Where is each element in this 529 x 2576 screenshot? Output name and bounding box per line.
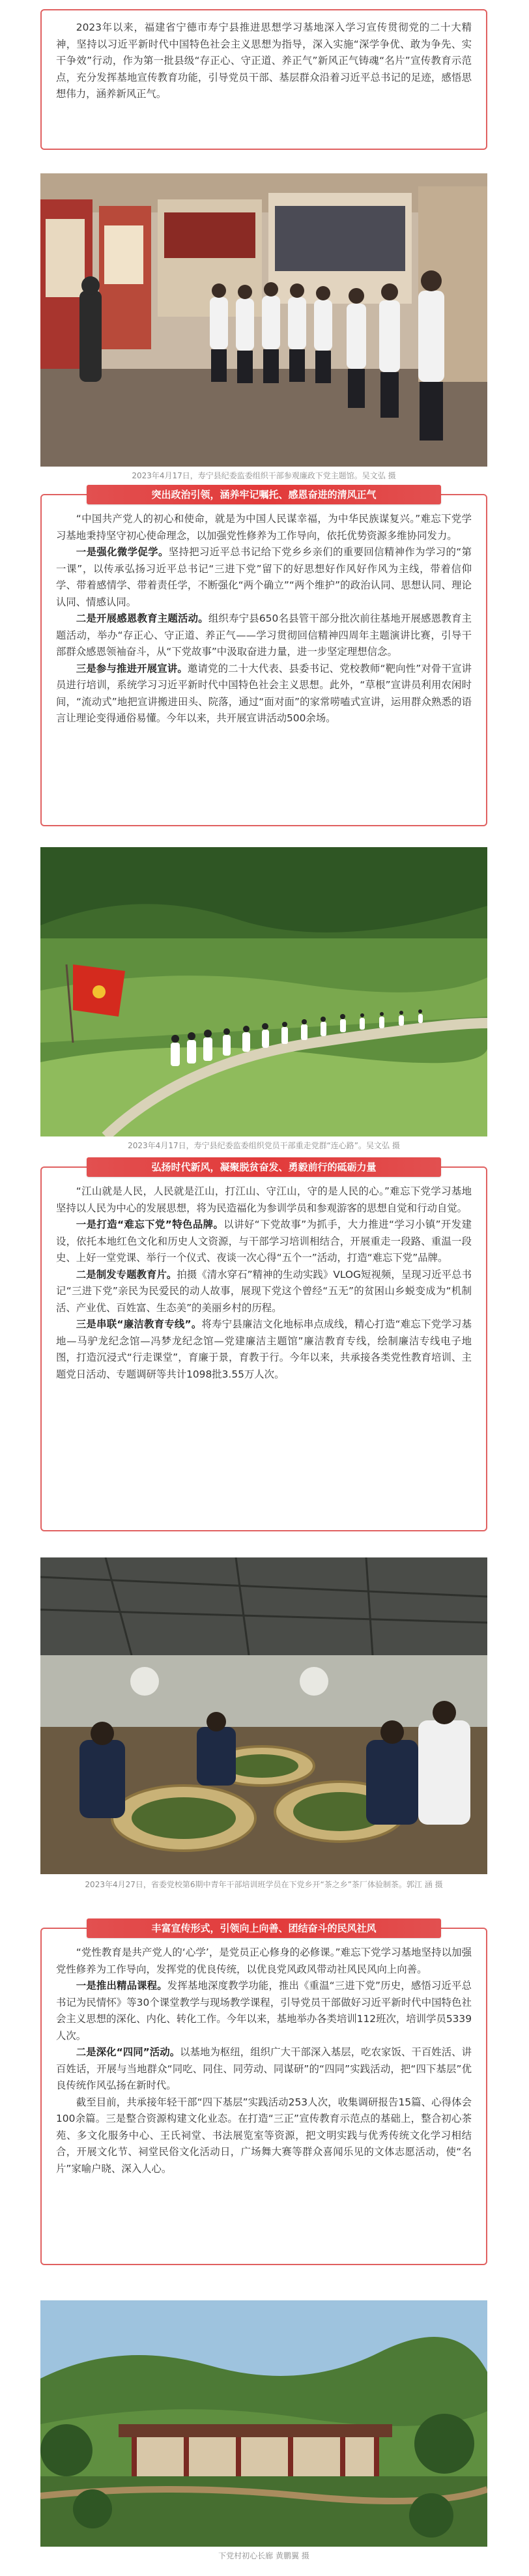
section1-card [40,489,487,826]
photo4-caption: 下党村初心长廊 黄鹏翼 摄 [218,2551,309,2560]
section3-paragraph-1: 一是推出精品课程。发挥基地深度教学功能，推出《重温“三进下党”历史，感悟习近平总书记为民情怀》等30个课堂教学与现场教学课程，引导党员干部做好习近平新时代中国特色社会主义思想的深化、内化、转化工作。今年以来，基地举办各类培训112班次，培训学员5339人次。 [56,1980,472,2042]
section2-title: 弘扬时代新风，凝聚脱贫奋发、勇毅前行的砥砺力量 [87,1157,441,1177]
photo-corridor [40,2300,487,2547]
photo-tea-factory [40,1557,487,1874]
section2-paragraph-3: 三是串联“廉洁教育专线”。将寿宁县廉洁文化地标串点成线，精心打造“难忘下党学习基地—马驴龙纪念馆—冯梦龙纪念馆—党建廉洁主题馆”廉洁教育专线，绘制廉洁专线电子地图，打造沉浸式“行走课堂”，育廉于景，育教于行。今年以来，共承接各类党性教育培训、主题党日活动、专题调研等共计1098批3.55万人次。 [56,1318,472,1380]
section1-title: 突出政治引领，涵养牢记嘱托、感恩奋进的清风正气 [87,485,441,504]
section3-card [40,1922,487,2265]
photo-exhibition-hall [40,173,487,467]
section1-paragraph-3: 三是参与推进开展宣讲。邀请党的二十大代表、县委书记、党校教师“靶向性”对骨干宣讲员进行培训，系统学习习近平新时代中国特色社会主义思想。此外，“草根”宣讲员利用农闲时间，“流动式”地把宣讲搬进田头、院落，通过“面对面”的家常唠嗑式宣讲，运用群众熟悉的语言让理论变得通俗易懂。今年以来，共开展宣讲活动500余场。 [56,662,472,724]
section1-paragraph-1: 一是强化微学促学。坚持把习近平总书记给下党乡乡亲们的重要回信精神作为学习的“第一课”，以传承弘扬习近平总书记“三进下党”留下的好思想好作风好作风为主线，带着信仰学、带着感情学、带着责任学，不断强化“两个确立”“两个维护”的政治认同、思想认同、理论认同、情感认同。 [56,546,472,608]
section2-paragraph-1: 一是打造“难忘下党”特色品牌。以讲好“下党故事”为抓手，大力推进“学习小镇”开发建设，依托本地红色文化和历史人文资源，与干部学习培训相结合，开展重走一段路、重温一段史、上好一堂党课、举行一个仪式、夜谈一次心得“五个一”活动，打造“难忘下党”品牌。 [56,1219,472,1264]
intro-paragraph: 2023年以来，福建省宁德市寿宁县推进思想学习基地深入学习宣传贯彻党的二十大精神，坚持以习近平新时代中国特色社会主义思想为指导，深入实施“深学争优、敢为争先、实干争效”行动，作为第一批县级“存正心、守正道、养正气”新风正气铸魂“名片”宣传教育示范点，充分发挥基地宣传教育功能，引导党员干部、基层群众沿着习近平总书记的足迹，感悟思想伟力，涵养新风正气。 [56,22,472,100]
section3-paragraph-2: 二是深化“四同”活动。以基地为枢纽，组织广大干部深入基层，吃农家饭、干百姓活、讲百姓话，开展与当地群众“同吃、同住、同劳动、同谋研”的“四同”实践活动，把“四下基层”优良传统作风弘扬在新时代。 [56,2046,472,2091]
tea-factory-image [40,1557,487,1874]
exhibition-hall-image [40,173,487,467]
section1-paragraph-2: 二是开展感恩教育主题活动。组织寿宁县650名县管干部分批次前往基地开展感恩教育主题活动，举办“存正心、守正道、养正气——学习贯彻回信精神四周年主题演讲比赛，引导干部群众感恩领袖奋斗，从“下党故事”中汲取奋进力量，进一步坚定理想信念。 [56,613,472,658]
section3-paragraph-0: “党性教育是共产党人的‘心学’，是党员正心修身的必修课。”难忘下党学习基地坚持以加强党性修养为工作导向，发挥党的优良传统，以优良党风政风带动社风民风向上向善。 [56,1946,472,1975]
section2-card [40,1161,487,1531]
photo3-caption: 2023年4月27日，省委党校第6期中青年干部培训班学员在下党乡开“茶之乡”茶厂体验制茶。郭江 涵 摄 [85,1880,443,1889]
photo2-caption: 2023年4月17日，寿宁县纪委监委组织党员干部重走党群“连心路”。吴文弘 摄 [128,1141,400,1150]
section2-paragraph-2: 二是制发专题教育片。拍摄《清水穿石”精神的生动实践》VLOG短视频，呈现习近平总书记“三进下党”亲民为民爱民的动人故事，展现下党这个曾经“五无”的贫困山乡蜕变成为“机制活、产业优、百姓富、生态美”的美丽乡村的历程。 [56,1268,472,1314]
section3-paragraph-3: 截至目前，共承接年轻干部“四下基层”实践活动253人次，收集调研报告15篇、心得体会100余篇。三是整合资源构建文化业态。在打造“三正”宣传教育示范点的基础上，整合初心茶苑、多文化服务中心、王氏祠堂、书法展览室等资源，把文明实践与优秀传统文化学习相结合，开展文化节、祠堂民俗文化活动日，广场舞大赛等群众喜闻乐见的文体志愿活动，使“名片”家喻户晓、深入人心。 [56,2096,472,2175]
intro-card [40,9,487,150]
corridor-image [40,2300,487,2547]
photo-mountain-walk [40,847,487,1136]
section3-title: 丰富宣传形式，引领向上向善、团结奋斗的民风社风 [87,1918,441,1938]
section1-paragraph-0: “中国共产党人的初心和使命，就是为中国人民谋幸福，为中华民族谋复兴。”难忘下党学习基地秉持坚守初心使命理念，以加强党性修养为工作导向，依托优势资源多维协同发力。 [56,513,472,542]
photo1-caption: 2023年4月17日，寿宁县纪委监委组织干部参观廉政下党主题馆。吴文弘 摄 [132,471,396,480]
mountain-walk-image [40,847,487,1136]
section2-paragraph-0: “江山就是人民，人民就是江山，打江山、守江山，守的是人民的心。”难忘下党学习基地坚持以人民为中心的发展思想，将为民造福化为参训学员和参观游客的思想自觉和行动自觉。 [56,1185,472,1214]
